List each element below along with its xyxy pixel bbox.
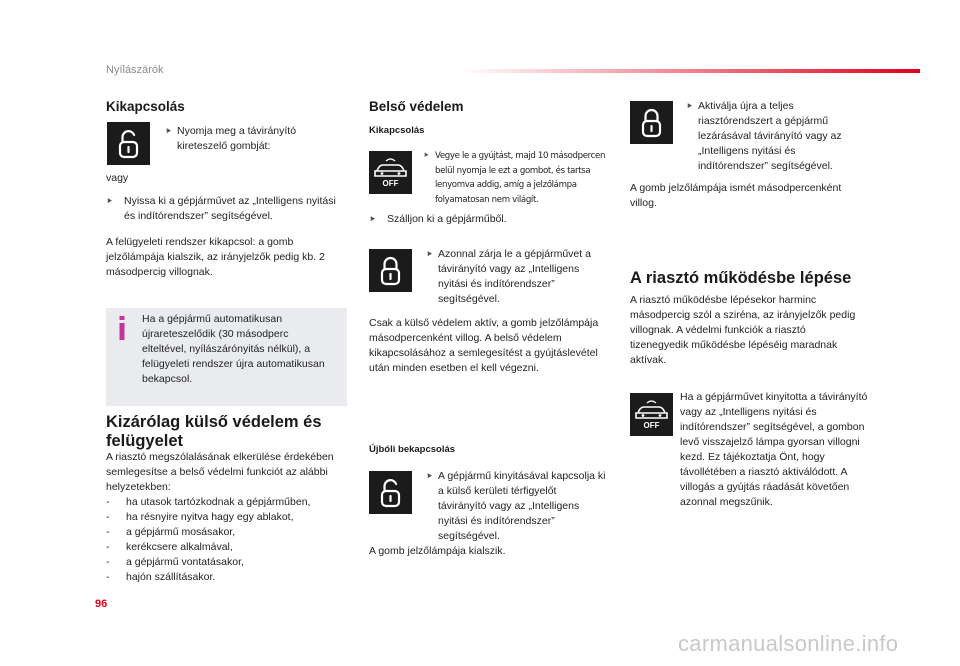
note-text: Ha a gépjárművet kinyitotta a távirányító vagy az „Intelligens nyitási és indítórendszer” segítségével, a gombon levő visszajelző lámpa gyorsan villogni kezd. Ez tájékoztatja Önt, hogy távollétében a riasztó aktiválódott. A villogás a gyújtás ráadását követően azonnal megszűnik. <box>680 391 868 508</box>
paragraph: A gomb jelzőlámpája ismét másodpercenként villog. <box>630 182 842 209</box>
step-text: Vegye le a gyújtást, majd 10 másodpercen belül nyomja le ezt a gombot, és tartsa lenyomva addig, amíg a jelzőlámpa folyamatosan nem világít. <box>435 151 606 205</box>
section-title-riaszto: A riasztó működésbe lépése <box>630 269 852 287</box>
step-text: Nyomja meg a távirányító kireteszelő gombját: <box>177 125 297 152</box>
list-item: - kerékcsere alkalmával, <box>106 541 233 553</box>
list-item: - a gépjármű vontatásakor, <box>106 556 244 568</box>
watermark: carmanualsonline.info <box>678 631 899 656</box>
info-text: Ha a gépjármű automatikusan újrareteszelődik (30 másodperc elteltével, nyílászárónyitás nélkül), a felügyeleti rendszer újra automatikusan bekapcsol. <box>142 313 325 385</box>
list-item: - ha utasok tartózkodnak a gépjárműben, <box>106 496 311 508</box>
svg-text:OFF: OFF <box>643 421 660 430</box>
section-title-belso-vedelem: Belső védelem <box>369 99 464 114</box>
car-alarm-off-icon <box>369 151 412 194</box>
paragraph: A riasztó működésbe lépésekor harminc másodpercig szól a sziréna, az irányjelzők pedig villognak. A védelmi funkciók a riasztó tizenegyedik működésbe lépéséig maradnak aktívak. <box>630 294 856 366</box>
bullet-arrow-icon: ⯈ <box>369 214 377 224</box>
or-text: vagy <box>106 172 129 184</box>
bullet-arrow-icon: ⯈ <box>426 249 434 259</box>
paragraph: A gomb jelzőlámpája kialszik. <box>369 545 506 557</box>
bullet-arrow-icon: ⯈ <box>165 126 173 136</box>
list-item: - a gépjármű mosásakor, <box>106 526 236 538</box>
subtitle-kikapcsolas: Kikapcsolás <box>369 125 425 136</box>
bullet-arrow-icon: ⯈ <box>423 151 430 160</box>
subtitle-ujboli-bekapcsolas: Újbóli bekapcsolás <box>369 444 456 455</box>
step-text: A gépjármű kinyitásával kapcsolja ki a külső kerületi térfigyelőt távirányító vagy az „Intelligens nyitási és indítórendszer” segítségével. <box>438 470 606 542</box>
car-alarm-off-icon <box>630 393 673 436</box>
paragraph: A felügyeleti rendszer kikapcsol: a gomb jelzőlámpája kialszik, az irányjelzők pedig kb. 2 másodpercig villognak. <box>106 236 325 278</box>
lock-icon <box>369 249 412 292</box>
svg-text:OFF: OFF <box>382 179 399 188</box>
bullet-arrow-icon: ⯈ <box>106 196 114 206</box>
step-text: Azonnal zárja le a gépjárművet a távirányító vagy az „Intelligens nyitási és indítórendszer” segítségével. <box>438 248 591 305</box>
bullet-arrow-icon: ⯈ <box>686 101 694 111</box>
situation-list <box>106 495 346 585</box>
unlock-icon <box>107 122 150 165</box>
header-rule <box>460 69 920 73</box>
step-text: Aktiválja újra a teljes riasztórendszert a gépjármű lezárásával távirányító vagy az „Intelligens nyitási és indítórendszer” segítségével. <box>698 100 842 172</box>
lock-icon <box>630 101 673 144</box>
paragraph: Csak a külső védelem aktív, a gomb jelzőlámpája másodpercenként villog. A belső védelem kikapcsolásához a semlegesítést a gyújtáslevétel után minden esetben el kell végezni. <box>369 317 599 374</box>
list-item: - hajón szállításakor. <box>106 571 216 583</box>
header-title: Nyílászárók <box>106 64 164 76</box>
step-text: Nyissa ki a gépjárművet az „Intelligens nyitási és indítórendszer” segítségével. <box>124 195 336 222</box>
unlock-icon <box>369 471 412 514</box>
page-number: 96 <box>95 598 108 610</box>
info-icon <box>115 316 129 340</box>
bullet-arrow-icon: ⯈ <box>426 471 434 481</box>
step-text: Szálljon ki a gépjárműből. <box>387 213 507 225</box>
paragraph: A riasztó megszólalásának elkerülése érdekében semlegesítse a belső védelmi funkciót az alábbi helyzetekben: <box>106 451 334 493</box>
section-title-kikapcsolas: Kikapcsolás <box>106 99 185 114</box>
section-title-kulso-vedelem: Kizárólag külső védelem és felügyelet <box>106 413 322 450</box>
list-item: - ha résnyire nyitva hagy egy ablakot, <box>106 511 294 523</box>
info-box <box>106 308 347 406</box>
